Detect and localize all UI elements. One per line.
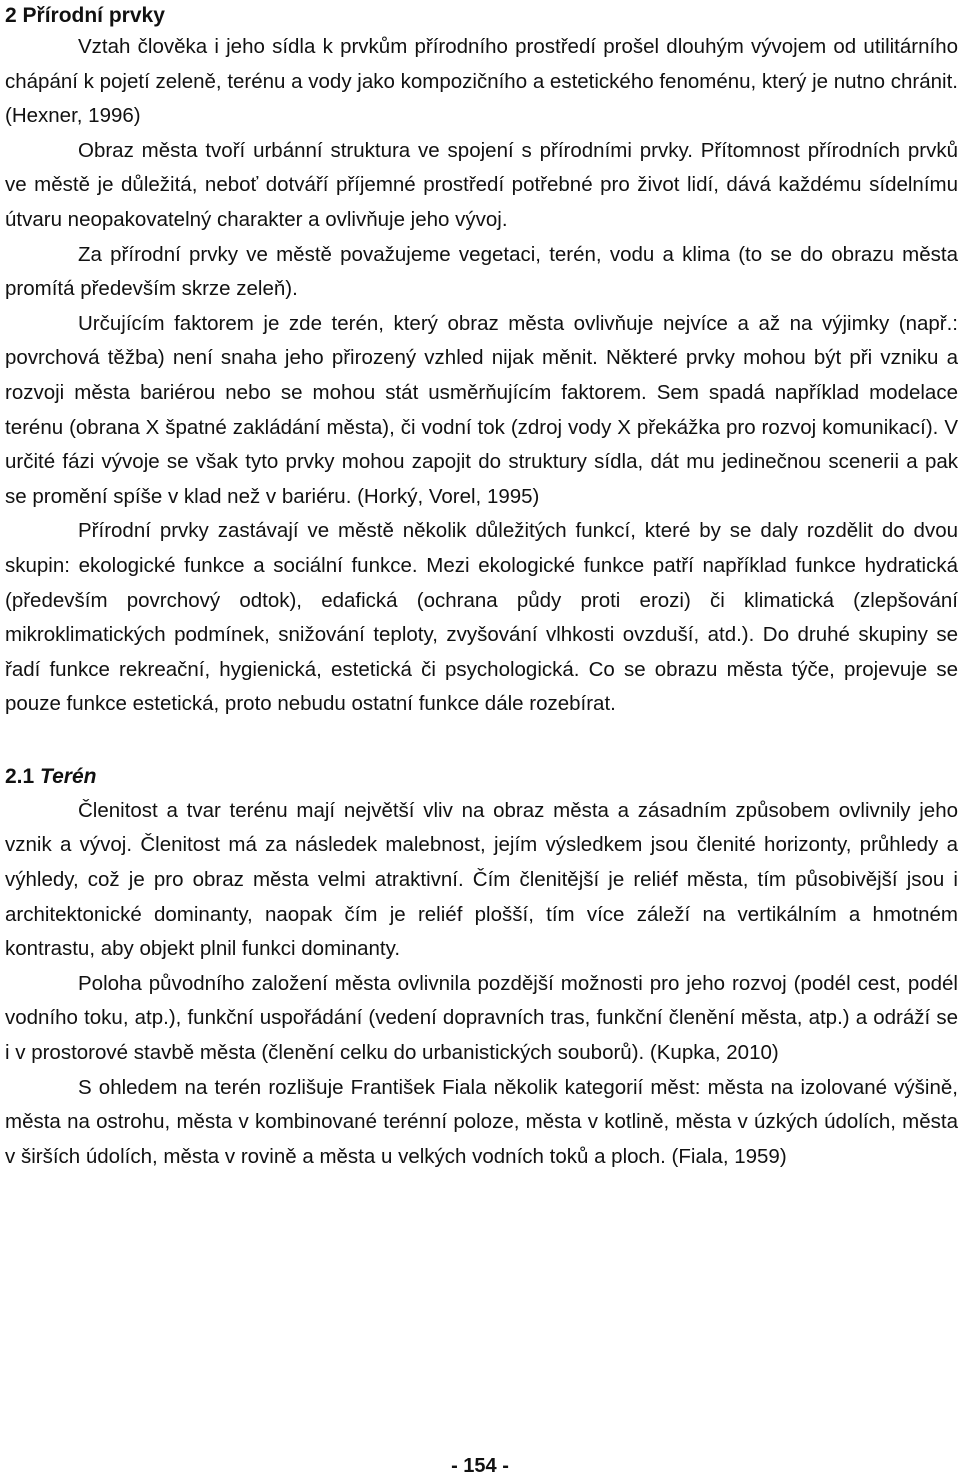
section-name: Terén xyxy=(40,764,97,788)
section-title xyxy=(5,760,958,794)
paragraph: Obraz města tvoří urbánní struktura ve spojení s přírodními prvky. Přítomnost přírodních prvků ve městě je důležitá, neboť dotváří příjemné prostředí potřebné pro život lidí, dává každému sídelnímu útvaru neopakovatelný charakter a ovlivňuje jeho vývoj. xyxy=(5,138,958,231)
paragraph: Vztah člověka i jeho sídla k prvkům přírodního prostředí prošel dlouhým vývojem od utilitárního chápání k pojetí zeleně, terénu a vody jako kompozičního a estetického fenoménu, který je nutno chránit. (Hexner, 1996) xyxy=(5,35,958,128)
section-gap xyxy=(5,722,958,760)
section-number: 2.1 xyxy=(5,764,35,788)
paragraph: Poloha původního založení města ovlivnila pozdější možnosti pro jeho rozvoj (podél cest, podél vodního toku, atp.), funkční uspořádání (vedení dopravních tras, funkční členění města, atp.) a odráží se i v prostorové stavbě města (členění celku do urbanistických souborů). (Kupka, 2010) xyxy=(5,971,958,1065)
document-page xyxy=(5,0,958,1174)
paragraph: Určujícím faktorem je zde terén, který obraz města ovlivňuje nejvíce a až na výjimky (např.: povrchová těžba) není snaha jeho přirozený vzhled nijak měnit. Některé prvky mohou být při vzniku a rozvoji města bariérou nebo se mohou stát usměrňujícím faktorem. Sem spadá například modelace terénu (obrana X špatné zakládání města), či vodní tok (zdroj vody X překážka pro rozvoj komunikací). V určité fázi vývoje se však tyto prvky mohou zapojit do struktury sídla, dát mu jedinečnou scenerii a pak se promění spíše v klad než v bariéru. (Horký, Vorel, 1995) xyxy=(5,311,958,508)
paragraph: Přírodní prvky zastávají ve městě několik důležitých funkcí, které by se daly rozdělit do dvou skupin: ekologické funkce a sociální funkce. Mezi ekologické funkce patří například funkce hydratická (především povrchový odtok), edafická (ochrana půdy proti erozi) či klimatická (zlepšování mikroklimatických podmínek, snižování teploty, zvyšování vlhkosti ovzduší, atd.). Do druhé skupiny se řadí funkce rekreační, hygienická, estetická či psychologická. Co se obrazu města týče, projevuje se pouze funkce estetická, proto nebudu ostatní funkce dále rozebírat. xyxy=(5,519,958,716)
chapter-title: 2 Přírodní prvky xyxy=(5,4,165,27)
page-number: - 154 - xyxy=(451,1455,509,1477)
paragraph: Členitost a tvar terénu mají největší vliv na obraz města a zásadním způsobem ovlivnily jeho vznik a vývoj. Členitost má za následek malebnost, jejím výsledkem jsou členité horizonty, průhledy a výhledy, což je pro obraz města velmi atraktivní. Čím členitější je reliéf města, tím působivější jsou i architektonické dominanty, naopak čím je reliéf plošší, tím více záleží na vertikálním a hmotném kontrastu, aby objekt plnil funkci dominanty. xyxy=(5,798,958,961)
paragraph: S ohledem na terén rozlišuje František Fiala několik kategorií měst: města na izolované výšině, města na ostrohu, města v kombinované terénní poloze, města v kotlině, města v úzkých údolích, města v širších údolích, města v rovině a města u velkých vodních toků a ploch. (Fiala, 1959) xyxy=(5,1075,958,1168)
paragraph: Za přírodní prvky ve městě považujeme vegetaci, terén, vodu a klima (to se do obrazu města promítá především skrze zeleň). xyxy=(5,242,958,301)
